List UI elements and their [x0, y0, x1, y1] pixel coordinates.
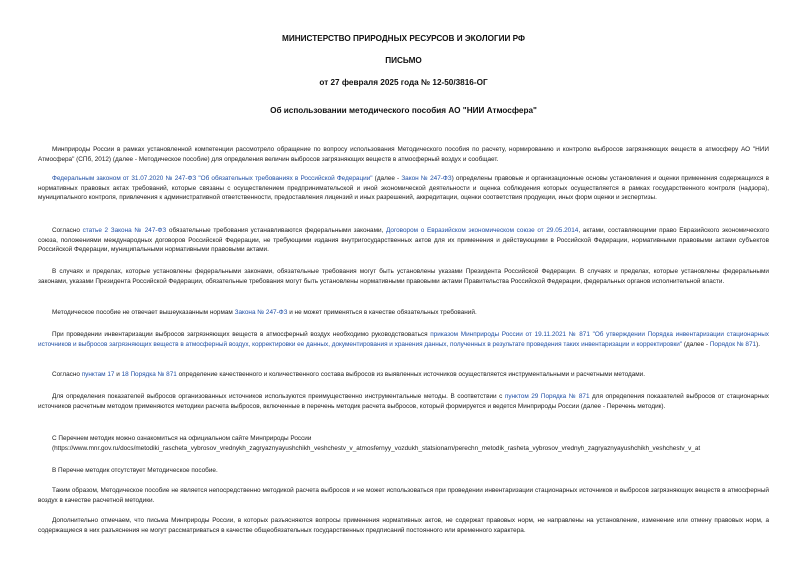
link-item-18-order-871[interactable]: 18 Порядка № 871 [121, 371, 177, 378]
paragraph-10: В Перечне методик отсутствует Методическое пособие. [52, 467, 218, 474]
paragraph-5-text-b: и не может применяться в качестве обязательных требований. [287, 309, 477, 316]
paragraph-8-text-a: Для определения показателей выбросов организованных источников используются преимущественно инструментальные методы. В соответствии с [52, 393, 505, 400]
link-federal-law-247[interactable]: Федеральным законом от 31.07.2020 № 247-ФЗ "Об обязательных требованиях в Российской Федерации" [52, 175, 373, 182]
ministry-heading: МИНИСТЕРСТВО ПРИРОДНЫХ РЕСУРСОВ И ЭКОЛОГИИ РФ [282, 34, 525, 43]
link-order-871-short[interactable]: Порядок № 871 [709, 340, 757, 348]
link-article-2-law-247[interactable]: статье 2 Закона № 247-ФЗ [82, 227, 167, 234]
paragraph-3 [38, 226, 769, 255]
methods-list-url: (https://www.mnr.gov.ru/docs/metodiki_rascheta_vybrosov_vrednykh_zagryaznyayushchikh_veshchestv_v_atmosfernyy_vozdukh_statsionarn/perechn_metodik_rasheta_vybrosov_vrednyh_zagryaznyayushchikh_veshchestv_v_at [52, 445, 701, 452]
link-item-17[interactable]: пунктам 17 [81, 371, 115, 378]
paragraph-2-text-b: ) определены правовые и организационные основы установления и оценки применения содержащихся в нормативных правовых актах требований, которые связаны с осуществлением предпринимательской и иной экономической деятельности и оценка соблюдения которых осуществляется в рамках государственного контроля (надзора), муниципального контроля, привлечения к административной ответственности, предоставления лицензий и иных разрешений, аккредитации, оценки соответствия продукции, иных форм оценки и экспертизы. [38, 175, 769, 202]
paragraph-3-text-a: Согласно [52, 227, 83, 234]
paragraph-6-text-b: (далее - [682, 340, 710, 348]
paragraph-6-text-c: ). [756, 340, 760, 348]
document-subject: Об использовании методического пособия АО "НИИ Атмосфера" [270, 106, 537, 115]
paragraph-2 [38, 174, 769, 203]
paragraph-11: Таким образом, Методическое пособие не является непосредственно методикой расчета выбросов и не может использоваться при проведении инвентаризации стационарных источников и выбросов загрязняющих веществ в атмосферный воздух в качестве расчетной методики. [38, 487, 769, 504]
document-type-heading: ПИСЬМО [385, 56, 422, 65]
link-order-871[interactable]: приказом Минприроды России от 19.11.2021 № 871 "Об утверждении Порядка инвентаризации стационарных источников и выбросов загрязняющих веществ в атмосферный воздух, корректировки ее данных, документирования и хранения данных, полученных в результате проведения таких инвентаризации и корректировки" [38, 331, 769, 348]
paragraph-5-text-a: Методическое пособие не отвечает вышеуказанным нормам [52, 309, 235, 316]
paragraph-7 [38, 370, 769, 380]
paragraph-9: С Перечнем методик можно ознакомиться на официальном сайте Минприроды России [52, 435, 312, 442]
paragraph-3-text-b: обязательные требования устанавливаются федеральными законами, [166, 227, 386, 234]
document-date-number: от 27 февраля 2025 года № 12-50/3816-ОГ [319, 78, 488, 87]
paragraph-8-text-b: для определения показателей выбросов от стационарных источников расчетным методом применяются методики расчета выбросов, включенные в перечень методик расчета выбросов, который формируется и ведется Минприроды России (далее - Перечень методик). [38, 393, 769, 410]
paragraph-3-text-c: , актами, составляющими право Евразийского экономического союза, положениями международных договоров Российской Федерации, не требующими издания внутригосударственных актов для их применения и действующими в Российской Федерации, нормативными правовыми актами субъектов Российской Федерации, муниципальными нормативными правовыми актами. [38, 227, 769, 254]
paragraph-8 [38, 392, 769, 411]
paragraph-6-text-a: При проведении инвентаризации выбросов загрязняющих веществ в атмосферный воздух необходимо руководствоваться [52, 331, 431, 338]
link-law-247-p5[interactable]: Закона № 247-ФЗ [234, 309, 288, 316]
link-law-247-short[interactable]: Закон № 247-ФЗ [401, 175, 452, 182]
paragraph-7-text-c: определение качественного и количественного состава выбросов из выявленных источников осуществляется инструментальными и расчетными методами. [176, 371, 646, 378]
paragraph-12: Дополнительно отмечаем, что письма Минприроды России, в которых разъясняются вопросы применения нормативных актов, не содержат правовых норм, не направлены на установление, изменение или отмену правовых норм, а содержащиеся в них разъяснения не могут рассматриваться в качестве общеобязательных государственных предписаний постоянного или временного характера. [38, 517, 769, 534]
paragraph-7-text-a: Согласно [52, 371, 82, 378]
paragraph-6 [38, 330, 769, 349]
paragraph-1: Минприроды России в рамках установленной компетенции рассмотрело обращение по вопросу использования Методического пособия по расчету, нормированию и контролю выбросов загрязняющих веществ в атмосферу АО "НИИ Атмосфера" (СПб, 2012) (далее - Методическое пособие) для определения величин выбросов загрязняющих веществ в атмосферный воздух и сообщает. [38, 146, 769, 163]
paragraph-5 [38, 308, 769, 318]
link-eaeu-treaty[interactable]: Договором о Евразийском экономическом союзе от 29.05.2014 [385, 227, 579, 234]
paragraph-4: В случаях и пределах, которые установлены федеральными законами, обязательные требования могут быть установлены указами Президента Российской Федерации. В случаях и пределах, которые установлены федеральными законами, указами Президента Российской Федерации, обязательные требования могут быть установлены нормативными правовыми актами Правительства Российской Федерации, федеральных органов исполнительной власти. [38, 268, 769, 285]
link-item-29-order-871[interactable]: пунктом 29 Порядка № 871 [504, 393, 590, 400]
paragraph-7-text-b: и [114, 371, 122, 378]
paragraph-2-text-a: (далее - [372, 175, 402, 182]
